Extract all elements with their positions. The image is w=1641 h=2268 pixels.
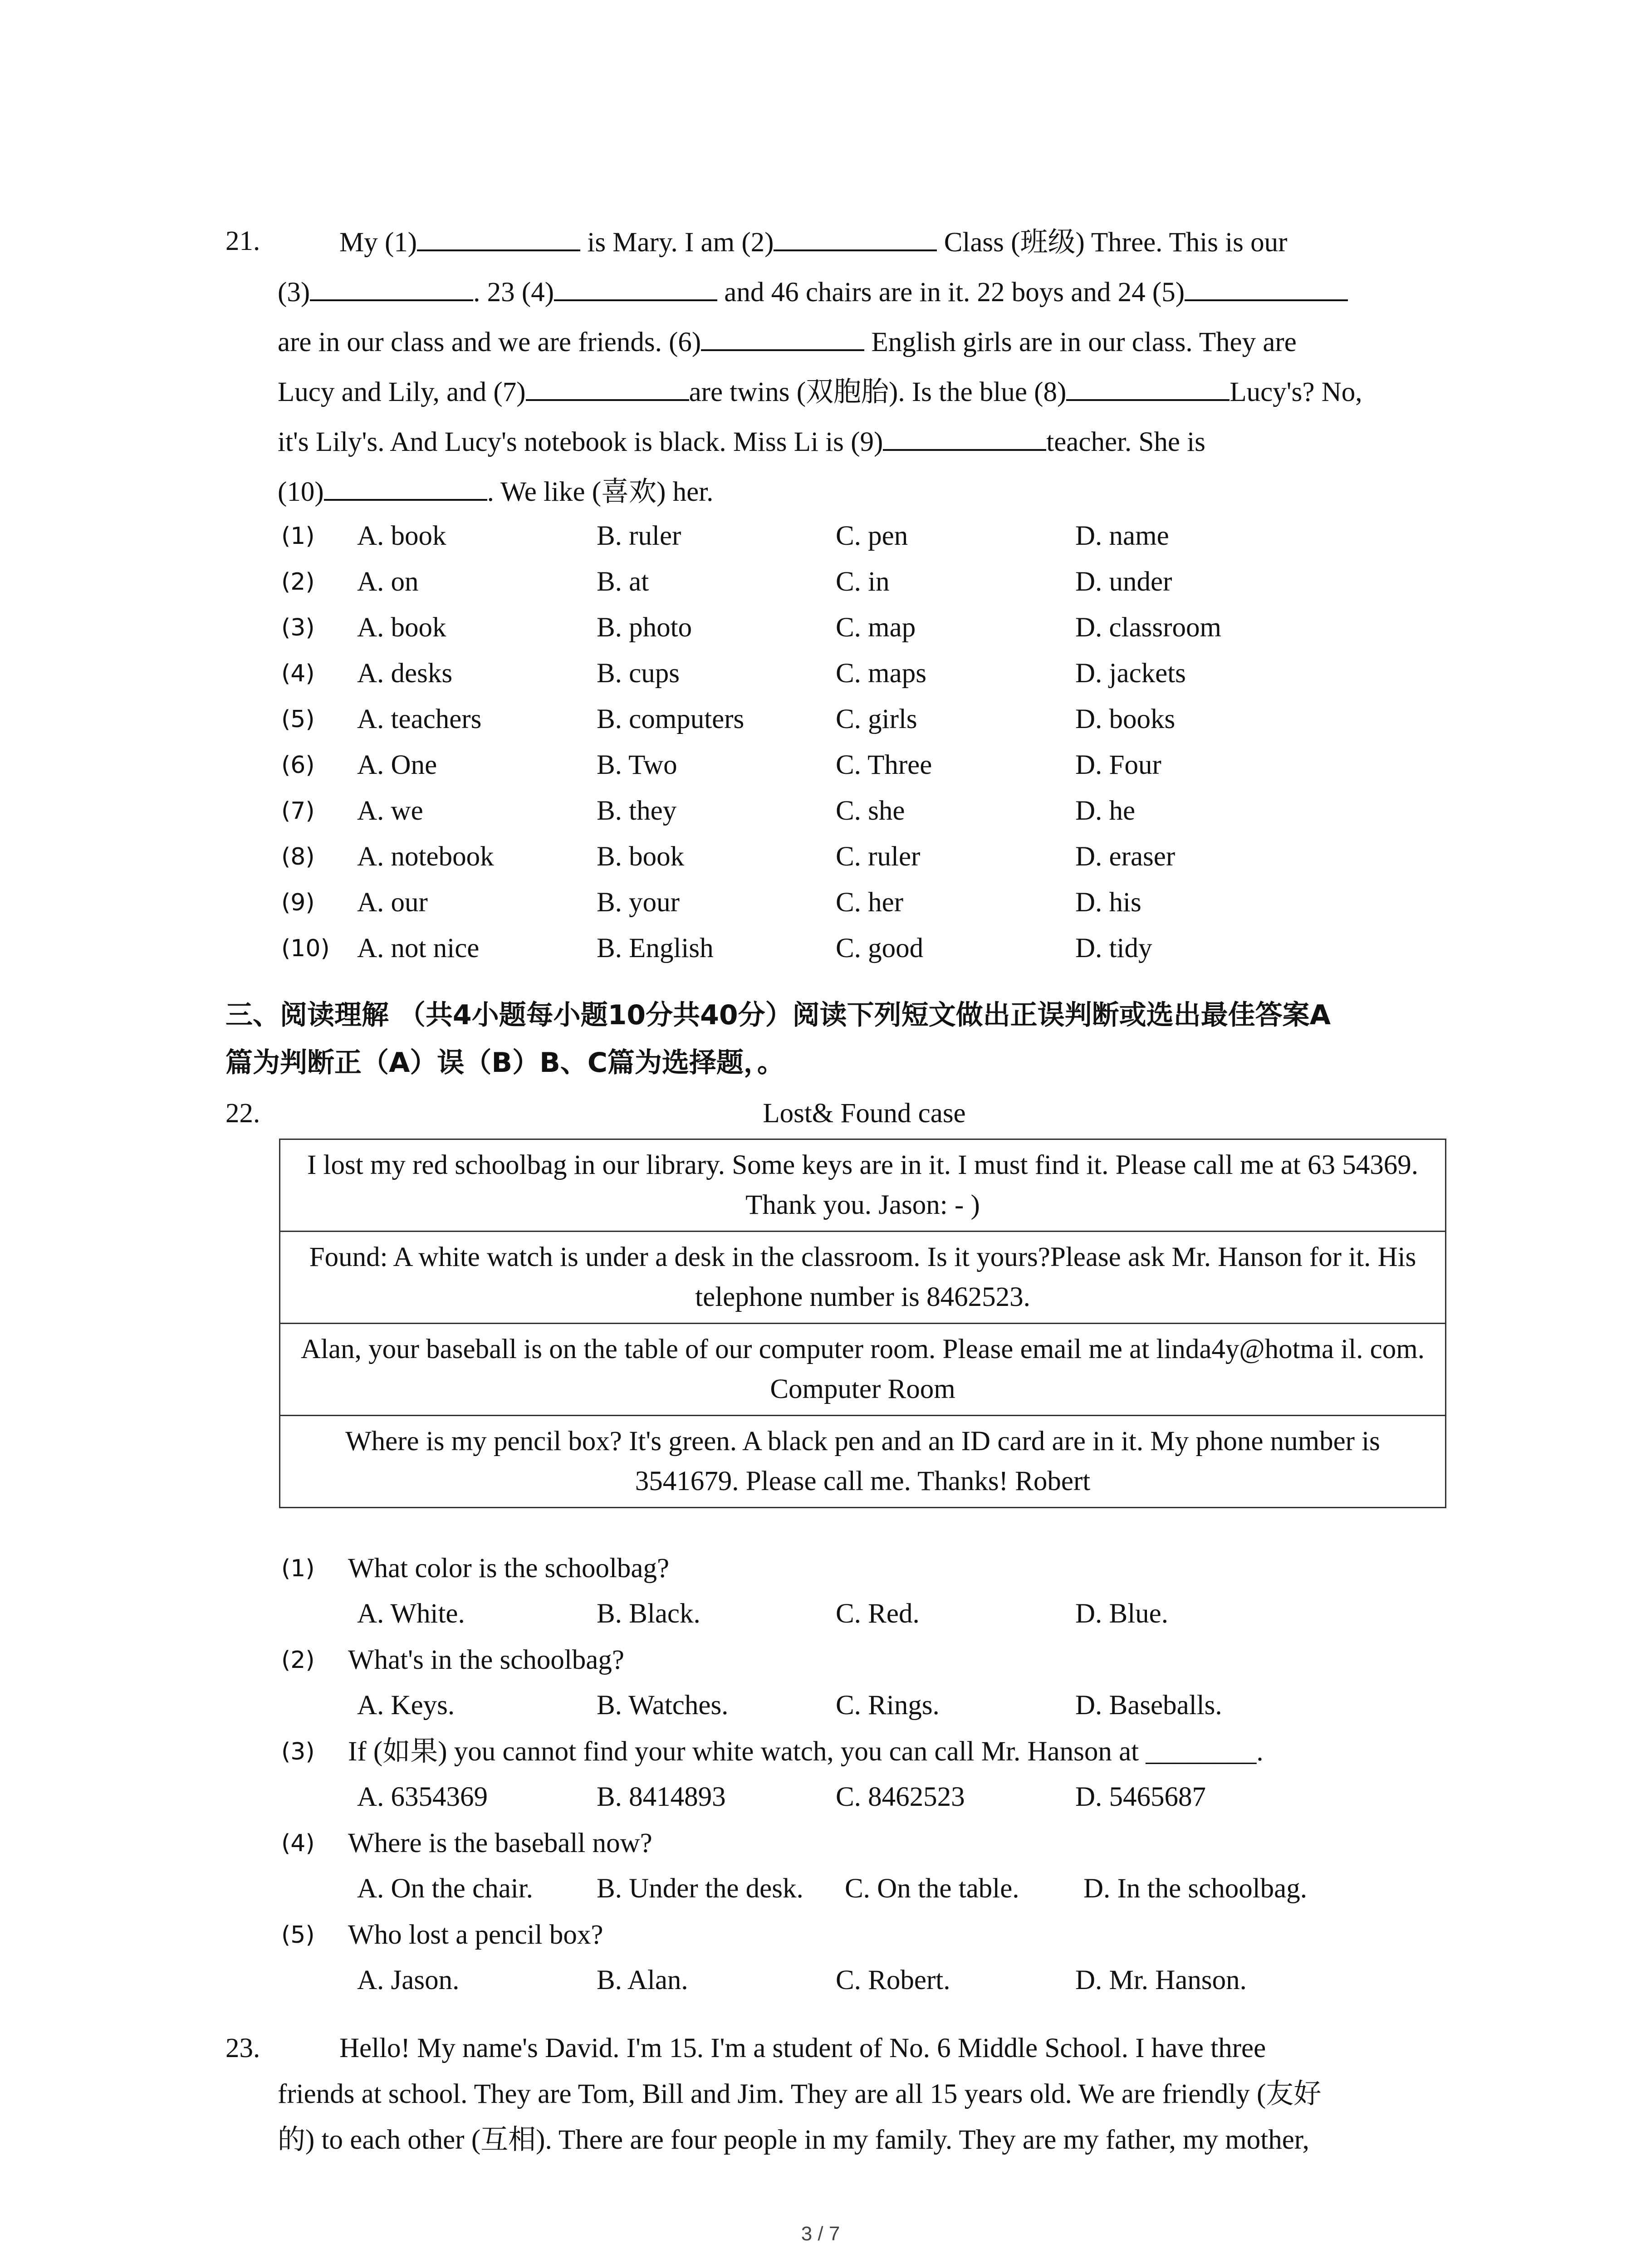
passage-line: (10) . We like (喜欢) her. bbox=[278, 473, 713, 510]
option-a[interactable]: A. on bbox=[357, 567, 419, 597]
notice-cell: Alan, your baseball is on the table of our computer room. Please email me at linda4y@hotma il. com. Computer Room bbox=[280, 1324, 1446, 1416]
option-a[interactable]: A. desks bbox=[357, 658, 453, 689]
option-b[interactable]: B. English bbox=[597, 933, 714, 963]
option-d[interactable]: D. tidy bbox=[1075, 933, 1152, 963]
option-d[interactable]: D. Baseballs. bbox=[1075, 1690, 1222, 1721]
option-a[interactable]: A. White. bbox=[357, 1598, 465, 1629]
option-c[interactable]: C. ruler bbox=[836, 841, 921, 872]
option-d[interactable]: D. eraser bbox=[1075, 841, 1176, 872]
question-sub-number: (1) bbox=[281, 1555, 315, 1582]
option-a[interactable]: A. teachers bbox=[357, 704, 482, 734]
answer-blank bbox=[1066, 373, 1230, 401]
answer-blank bbox=[310, 273, 473, 301]
option-a[interactable]: A. 6354369 bbox=[357, 1782, 488, 1812]
option-b[interactable]: B. Under the desk. bbox=[597, 1873, 803, 1904]
passage-line: it's Lily's. And Lucy's notebook is black. Miss Li is (9) teacher. She is bbox=[278, 423, 1205, 460]
option-d[interactable]: D. 5465687 bbox=[1075, 1782, 1206, 1812]
answer-blank bbox=[774, 223, 937, 251]
option-b[interactable]: B. 8414893 bbox=[597, 1782, 726, 1812]
question-sub-number: (5) bbox=[281, 1921, 315, 1949]
question-text: What color is the schoolbag? bbox=[348, 1553, 670, 1584]
option-b[interactable]: B. photo bbox=[597, 612, 692, 643]
answer-blank bbox=[883, 423, 1046, 451]
passage-line: friends at school. They are Tom, Bill and Jim. They are all 15 years old. We are friendly (友好 bbox=[278, 2079, 1322, 2109]
option-a[interactable]: A. Jason. bbox=[357, 1965, 460, 1995]
option-b[interactable]: B. your bbox=[597, 887, 680, 918]
notice-cell: I lost my red schoolbag in our library. Some keys are in it. I must find it. Please call me at 63 54369. Thank you. Jason: - ) bbox=[280, 1139, 1446, 1232]
option-d[interactable]: D. In the schoolbag. bbox=[1083, 1873, 1307, 1904]
passage-line: (3) . 23 (4) and 46 chairs are in it. 22 boys and 24 (5) bbox=[278, 273, 1348, 311]
question-sub-number: (3) bbox=[281, 1738, 315, 1765]
question-number: 23. bbox=[225, 2033, 260, 2063]
option-a[interactable]: A. our bbox=[357, 887, 428, 918]
option-b[interactable]: B. at bbox=[597, 567, 649, 597]
option-number: (7) bbox=[281, 797, 315, 825]
option-c[interactable]: C. maps bbox=[836, 658, 926, 689]
option-b[interactable]: B. Watches. bbox=[597, 1690, 729, 1721]
option-c[interactable]: C. Rings. bbox=[836, 1690, 940, 1721]
passage-line: My (1) is Mary. I am (2) Class (班级) Three. This is our bbox=[339, 223, 1288, 261]
option-b[interactable]: B. ruler bbox=[597, 521, 681, 551]
option-a[interactable]: A. One bbox=[357, 750, 437, 780]
question-number: 22. bbox=[225, 1098, 260, 1129]
option-d[interactable]: D. Mr. Hanson. bbox=[1075, 1965, 1247, 1995]
option-d[interactable]: D. name bbox=[1075, 521, 1169, 551]
passage-line: Lucy and Lily, and (7) are twins (双胞胎). Is the blue (8) Lucy's? No, bbox=[278, 373, 1362, 411]
option-d[interactable]: D. books bbox=[1075, 704, 1176, 734]
option-b[interactable]: B. they bbox=[597, 796, 677, 826]
option-c[interactable]: C. good bbox=[836, 933, 924, 963]
option-number: (6) bbox=[281, 752, 315, 779]
option-number: (2) bbox=[281, 568, 315, 596]
option-a[interactable]: A. notebook bbox=[357, 841, 494, 872]
lost-found-title: Lost& Found case bbox=[763, 1098, 966, 1129]
option-a[interactable]: A. Keys. bbox=[357, 1690, 455, 1721]
option-c[interactable]: C. 8462523 bbox=[836, 1782, 965, 1812]
option-number: (5) bbox=[281, 706, 315, 733]
option-c[interactable]: C. in bbox=[836, 567, 890, 597]
question-sub-number: (4) bbox=[281, 1830, 315, 1857]
option-c[interactable]: C. map bbox=[836, 612, 916, 643]
option-b[interactable]: B. Alan. bbox=[597, 1965, 688, 1995]
option-a[interactable]: A. book bbox=[357, 521, 446, 551]
option-a[interactable]: A. not nice bbox=[357, 933, 480, 963]
option-c[interactable]: C. Three bbox=[836, 750, 932, 780]
passage-line: Hello! My name's David. I'm 15. I'm a student of No. 6 Middle School. I have three bbox=[339, 2033, 1266, 2063]
option-d[interactable]: D. Four bbox=[1075, 750, 1161, 780]
option-b[interactable]: B. Two bbox=[597, 750, 677, 780]
option-d[interactable]: D. Blue. bbox=[1075, 1598, 1169, 1629]
option-b[interactable]: B. book bbox=[597, 841, 685, 872]
question-number: 21. bbox=[225, 226, 260, 256]
option-number: (10) bbox=[281, 935, 330, 962]
option-d[interactable]: D. jackets bbox=[1075, 658, 1186, 689]
passage-line: are in our class and we are friends. (6) English girls are in our class. They are bbox=[278, 323, 1297, 361]
option-c[interactable]: C. pen bbox=[836, 521, 908, 551]
option-b[interactable]: B. cups bbox=[597, 658, 680, 689]
notice-cell: Found: A white watch is under a desk in the classroom. Is it yours?Please ask Mr. Hanson for it. His telephone number is 8462523. bbox=[280, 1232, 1446, 1324]
section-heading-line2: 篇为判断正（A）误（B）B、C篇为选择题，。 bbox=[225, 1047, 784, 1079]
question-text: Who lost a pencil box? bbox=[348, 1920, 603, 1950]
answer-blank bbox=[417, 223, 580, 251]
option-d[interactable]: D. classroom bbox=[1075, 612, 1221, 643]
option-b[interactable]: B. computers bbox=[597, 704, 745, 734]
option-d[interactable]: D. under bbox=[1075, 567, 1172, 597]
option-c[interactable]: C. her bbox=[836, 887, 904, 918]
option-number: (3) bbox=[281, 614, 315, 641]
option-number: (4) bbox=[281, 660, 315, 687]
question-sub-number: (2) bbox=[281, 1647, 315, 1674]
lost-found-board bbox=[279, 1139, 1446, 1508]
option-number: (9) bbox=[281, 889, 315, 916]
answer-blank bbox=[1185, 273, 1348, 301]
option-d[interactable]: D. he bbox=[1075, 796, 1136, 826]
question-text: If (如果) you cannot find your white watch, you can call Mr. Hanson at ________. bbox=[348, 1736, 1264, 1767]
option-c[interactable]: C. she bbox=[836, 796, 905, 826]
question-text: What's in the schoolbag? bbox=[348, 1645, 624, 1675]
option-number: (8) bbox=[281, 843, 315, 870]
notice-cell: Where is my pencil box? It's green. A black pen and an ID card are in it. My phone number is 3541679. Please call me. Thanks! Robert bbox=[280, 1416, 1446, 1508]
answer-blank bbox=[554, 273, 717, 301]
option-b[interactable]: B. Black. bbox=[597, 1598, 700, 1629]
answer-blank bbox=[526, 373, 689, 401]
page-number: 3 / 7 bbox=[801, 2223, 840, 2245]
option-c[interactable]: C. girls bbox=[836, 704, 917, 734]
option-number: (1) bbox=[281, 523, 315, 550]
option-d[interactable]: D. his bbox=[1075, 887, 1141, 918]
option-a[interactable]: A. On the chair. bbox=[357, 1873, 533, 1904]
option-c[interactable]: C. On the table. bbox=[845, 1873, 1019, 1904]
option-a[interactable]: A. we bbox=[357, 796, 423, 826]
answer-blank bbox=[701, 323, 864, 351]
option-a[interactable]: A. book bbox=[357, 612, 446, 643]
option-c[interactable]: C. Robert. bbox=[836, 1965, 950, 1995]
option-c[interactable]: C. Red. bbox=[836, 1598, 920, 1629]
question-text: Where is the baseball now? bbox=[348, 1828, 652, 1858]
section-heading: 三、阅读理解 （共4小题每小题10分共40分）阅读下列短文做出正误判断或选出最佳答案A bbox=[225, 999, 1331, 1031]
answer-blank bbox=[324, 473, 487, 501]
passage-line: 的) to each other (互相). There are four people in my family. They are my father, my mother, bbox=[278, 2125, 1309, 2155]
